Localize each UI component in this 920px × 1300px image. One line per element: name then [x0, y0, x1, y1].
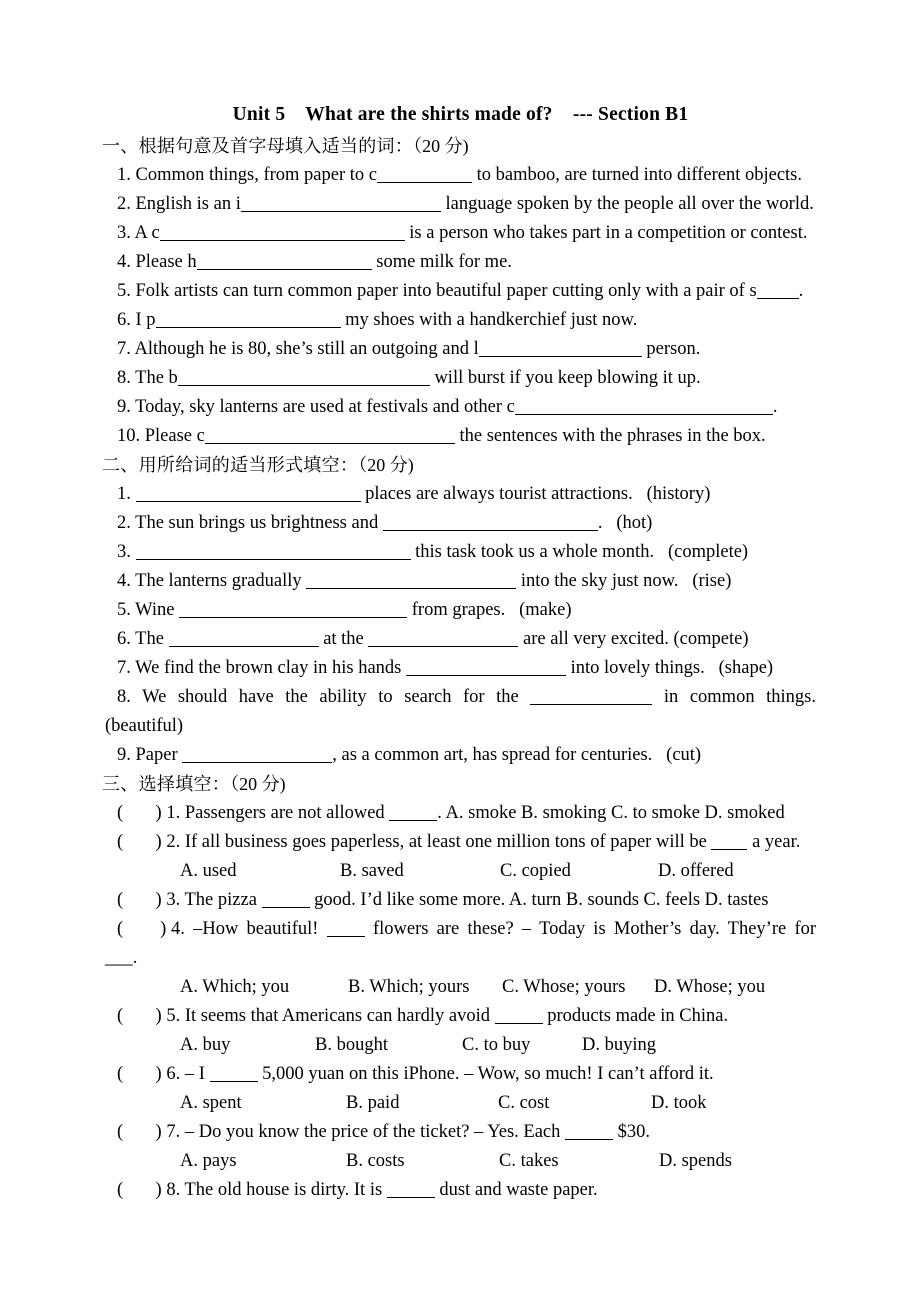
s1-q7	[105, 335, 816, 364]
s3-q7	[105, 1118, 816, 1147]
section-1-points: （20 分)	[413, 136, 469, 156]
s3-q5-answer-box[interactable]: ( )	[117, 1006, 167, 1026]
s3-q7-blank[interactable]	[565, 1122, 613, 1140]
s3-q2-option-c[interactable]: C. copied	[500, 861, 571, 881]
page-title: Unit 5 What are the shirts made of? --- Section B1	[232, 104, 689, 125]
s1-q4-blank[interactable]	[197, 252, 372, 270]
s3-q2-option-d[interactable]: D. offered	[658, 861, 734, 881]
s3-q4-option-a[interactable]: A. Which; you	[180, 977, 290, 997]
s2-q7	[105, 654, 816, 683]
s3-q7-stem-pre: – Do you know the price of the ticket? – Yes. Each	[184, 1122, 566, 1142]
s3-q3-blank[interactable]	[262, 890, 310, 908]
s1-q3-post: is a person who takes part in a competition or contest.	[404, 223, 808, 243]
s1-q6-num: 6.	[117, 310, 131, 330]
s3-q5-options	[105, 1031, 816, 1060]
s3-q5-option-b[interactable]: B. bought	[315, 1035, 388, 1055]
s3-q5	[105, 1002, 816, 1031]
s3-q4-stem-post: flowers are these? – Today is Mother’s day. They’re for	[364, 919, 817, 939]
s3-q5-option-c[interactable]: C. to buy	[462, 1035, 531, 1055]
s2-q6-pre: The	[135, 629, 169, 649]
s2-q4-post: into the sky just now.	[516, 571, 679, 591]
s2-q9-num: 9.	[117, 745, 131, 765]
section-2-points: （20 分)	[358, 455, 414, 475]
s3-q7-num: 7.	[166, 1122, 181, 1142]
s1-q7-pre: Although he is 80, she’s still an outgoing and l	[134, 339, 479, 359]
s3-q1-stem-post: . A. smoke B. smoking C. to smoke D. smoked	[437, 803, 785, 823]
s2-q7-post: into lovely things.	[566, 658, 705, 678]
s2-q2-num: 2.	[117, 513, 131, 533]
s2-q1	[105, 480, 816, 509]
s3-q4-stem-pre: –How beautiful!	[193, 919, 327, 939]
s1-q3-blank[interactable]	[160, 223, 405, 241]
s1-q3-num: 3.	[117, 223, 131, 243]
s3-q3-num: 3.	[166, 890, 181, 910]
s1-q5-num: 5.	[117, 281, 131, 301]
s2-q7-pre: We find the brown clay in his hands	[135, 658, 406, 678]
s1-q2-post: language spoken by the people all over the world.	[440, 194, 814, 214]
s3-q2-stem-post: a year.	[747, 832, 801, 852]
s2-q2-hint: (hot)	[616, 513, 653, 533]
s3-q6-blank[interactable]	[210, 1064, 258, 1082]
s1-q5-pre: Folk artists can turn common paper into beautiful paper cutting only with a pair of s	[135, 281, 757, 301]
s2-q2-blank[interactable]	[383, 513, 598, 531]
s3-q6-option-a[interactable]: A. spent	[180, 1093, 242, 1113]
s1-q6	[105, 306, 816, 335]
section-3-heading	[102, 770, 816, 799]
s3-q7-options	[105, 1147, 816, 1176]
s3-q2-option-a[interactable]: A. used	[180, 861, 237, 881]
s2-q5-blank[interactable]	[179, 600, 407, 618]
s1-q2-pre: English is an i	[135, 194, 241, 214]
s3-q2-option-b[interactable]: B. saved	[340, 861, 404, 881]
s2-q1-post: places are always tourist attractions.	[360, 484, 633, 504]
s3-q7-option-b[interactable]: B. costs	[346, 1151, 405, 1171]
s1-q8	[105, 364, 816, 393]
section-2-heading	[102, 451, 816, 480]
s3-q4	[105, 915, 816, 944]
s2-q8-post: in common things.	[652, 687, 816, 707]
s3-q8-stem-post: dust and waste paper.	[434, 1180, 598, 1200]
s2-q9-blank[interactable]	[182, 745, 332, 763]
s1-q2	[105, 190, 816, 219]
section-1-heading-text: 一、根据句意及首字母填入适当的词：	[102, 136, 414, 157]
s3-q5-stem-pre: It seems that Americans can hardly avoid	[184, 1006, 495, 1026]
s2-q2	[105, 509, 816, 538]
s2-q6-mid: at the	[318, 629, 369, 649]
s2-q6-num: 6.	[117, 629, 131, 649]
s2-q8-num: 8.	[117, 687, 131, 707]
s2-q8-pre: We should have the ability to search for the	[142, 687, 531, 707]
s1-q10-post: the sentences with the phrases in the box.	[454, 426, 766, 446]
s3-q1-answer-box[interactable]: ( )	[117, 803, 167, 823]
s2-q5-hint: (make)	[519, 600, 572, 620]
s1-q9	[105, 393, 816, 422]
section-3-points: （20 分)	[230, 774, 286, 794]
s2-q9-hint: (cut)	[666, 745, 702, 765]
s2-q7-blank[interactable]	[406, 658, 566, 676]
s3-q4-num: 4.	[170, 919, 185, 939]
s3-q7-option-c[interactable]: C. takes	[499, 1151, 559, 1171]
s1-q1-pre: Common things, from paper to c	[135, 165, 377, 185]
s3-q7-stem-post: $30.	[613, 1122, 651, 1142]
s1-q4-pre: Please h	[135, 252, 197, 272]
s3-q1-stem-pre: Passengers are not allowed	[184, 803, 390, 823]
s3-q6-num: 6.	[166, 1064, 181, 1084]
s1-q8-post: will burst if you keep blowing it up.	[429, 368, 701, 388]
s3-q4-wrap-line	[105, 944, 816, 973]
s2-q9	[105, 741, 816, 770]
s3-q2-num: 2.	[166, 832, 181, 852]
s2-q1-blank[interactable]	[136, 484, 361, 502]
s3-q8	[105, 1176, 816, 1205]
s3-q4-answer-box[interactable]: ( )	[117, 919, 171, 939]
s3-q6-stem-post: 5,000 yuan on this iPhone. – Wow, so much! I can’t afford it.	[257, 1064, 714, 1084]
s1-q8-pre: The b	[135, 368, 178, 388]
s3-q8-answer-box[interactable]: ( )	[117, 1180, 167, 1200]
s2-q6-post: are all very excited.	[518, 629, 669, 649]
s2-q8-hint-line	[105, 712, 816, 741]
s1-q7-blank[interactable]	[479, 339, 642, 357]
s1-q4	[105, 248, 816, 277]
s3-q8-blank[interactable]	[387, 1180, 435, 1198]
s1-q10-num: 10.	[117, 426, 141, 446]
s2-q7-num: 7.	[117, 658, 131, 678]
s2-q5-num: 5.	[117, 600, 131, 620]
s2-q6	[105, 625, 816, 654]
s3-q4-option-c[interactable]: C. Whose; yours	[502, 977, 626, 997]
s1-q8-num: 8.	[117, 368, 131, 388]
s3-q6-answer-box[interactable]: ( )	[117, 1064, 167, 1084]
s2-q6-hint: (compete)	[673, 629, 749, 649]
s1-q9-post: .	[772, 397, 778, 417]
s3-q6-options	[105, 1089, 816, 1118]
s3-q5-stem-post: products made in China.	[542, 1006, 729, 1026]
s2-q9-post: , as a common art, has spread for centuries.	[332, 745, 653, 765]
s3-q2-answer-box[interactable]: ( )	[117, 832, 167, 852]
s1-q4-post: some milk for me.	[371, 252, 512, 272]
s1-q6-blank[interactable]	[156, 310, 341, 328]
s3-q5-num: 5.	[166, 1006, 181, 1026]
s2-q4	[105, 567, 816, 596]
s3-q7-answer-box[interactable]: ( )	[117, 1122, 167, 1142]
s1-q10-blank[interactable]	[205, 426, 455, 444]
s3-q4-option-d[interactable]: D. Whose; you	[654, 977, 766, 997]
section-3-heading-text: 三、选择填空：	[102, 774, 231, 795]
s1-q9-blank[interactable]	[515, 397, 773, 415]
s2-q3	[105, 538, 816, 567]
s1-q5-post: .	[798, 281, 804, 301]
s1-q1-blank[interactable]	[377, 165, 472, 183]
section-2-heading-text: 二、用所给词的适当形式填空：	[102, 455, 359, 476]
s1-q7-num: 7.	[117, 339, 131, 359]
section-1-heading	[102, 132, 816, 161]
s2-q5	[105, 596, 816, 625]
s3-q3-answer-box[interactable]: ( )	[117, 890, 167, 910]
s3-q5-option-a[interactable]: A. buy	[180, 1035, 231, 1055]
s2-q4-hint: (rise)	[692, 571, 732, 591]
s3-q8-stem-pre: The old house is dirty. It is	[184, 1180, 387, 1200]
s1-q8-blank[interactable]	[178, 368, 430, 386]
s3-q8-num: 8.	[166, 1180, 181, 1200]
s2-q1-hint: (history)	[646, 484, 711, 504]
s1-q6-post: my shoes with a handkerchief just now.	[340, 310, 638, 330]
s3-q1	[105, 799, 816, 828]
s3-q7-option-d[interactable]: D. spends	[659, 1151, 732, 1171]
s2-q3-num: 3.	[117, 542, 131, 562]
s1-q3-pre: A c	[134, 223, 160, 243]
s2-q3-blank[interactable]	[136, 542, 411, 560]
s3-q1-blank[interactable]	[389, 803, 437, 821]
s2-q9-pre: Paper	[135, 745, 183, 765]
s1-q5-blank[interactable]	[757, 281, 799, 299]
s3-q6	[105, 1060, 816, 1089]
s3-q5-blank[interactable]	[495, 1006, 543, 1024]
s1-q2-num: 2.	[117, 194, 131, 214]
s1-q2-blank[interactable]	[241, 194, 441, 212]
s1-q9-num: 9.	[117, 397, 131, 417]
s2-q8-blank[interactable]	[530, 687, 652, 705]
s3-q2-blank[interactable]	[711, 832, 747, 850]
s1-q3	[105, 219, 816, 248]
s2-q5-post: from grapes.	[407, 600, 506, 620]
s3-q4-blank[interactable]	[327, 919, 365, 937]
s3-q3	[105, 886, 816, 915]
s3-q4-wrap: ___.	[105, 948, 138, 968]
s3-q4-option-b[interactable]: B. Which; yours	[348, 977, 470, 997]
s1-q5	[105, 277, 816, 306]
s3-q2-options	[105, 857, 816, 886]
s2-q8	[105, 683, 816, 712]
s3-q6-option-b[interactable]: B. paid	[346, 1093, 400, 1113]
s1-q1-post: to bamboo, are turned into different objects.	[472, 165, 802, 185]
s1-q6-pre: I p	[135, 310, 156, 330]
s3-q4-options	[105, 973, 816, 1002]
s3-q3-stem-pre: The pizza	[184, 890, 262, 910]
s3-q6-option-c[interactable]: C. cost	[498, 1093, 550, 1113]
s2-q2-post: .	[597, 513, 603, 533]
s2-q6-blank-1[interactable]	[169, 629, 319, 647]
s2-q5-pre: Wine	[135, 600, 180, 620]
s2-q7-hint: (shape)	[718, 658, 774, 678]
s1-q1-num: 1.	[117, 165, 131, 185]
s3-q7-option-a[interactable]: A. pays	[180, 1151, 237, 1171]
s3-q6-option-d[interactable]: D. took	[651, 1093, 707, 1113]
s2-q4-num: 4.	[117, 571, 131, 591]
s1-q10-pre: Please c	[144, 426, 205, 446]
s2-q1-num: 1.	[117, 484, 131, 504]
s2-q3-post: this task took us a whole month.	[410, 542, 655, 562]
s2-q4-pre: The lanterns gradually	[135, 571, 307, 591]
s1-q10	[105, 422, 816, 451]
s1-q7-post: person.	[641, 339, 701, 359]
s3-q1-num: 1.	[166, 803, 181, 823]
s3-q6-stem-pre: – I	[184, 1064, 210, 1084]
s2-q6-blank-2[interactable]	[368, 629, 518, 647]
s1-q4-num: 4.	[117, 252, 131, 272]
s2-q3-hint: (complete)	[667, 542, 749, 562]
s1-q9-pre: Today, sky lanterns are used at festivals and other c	[135, 397, 515, 417]
s1-q1	[105, 161, 816, 190]
s2-q4-blank[interactable]	[306, 571, 516, 589]
s3-q3-stem-post: good. I’d like some more. A. turn B. sounds C. feels D. tastes	[309, 890, 769, 910]
s2-q2-pre: The sun brings us brightness and	[135, 513, 383, 533]
s3-q2-stem-pre: If all business goes paperless, at least one million tons of paper will be	[184, 832, 712, 852]
s2-q8-hint: (beautiful)	[105, 716, 184, 736]
s3-q5-option-d[interactable]: D. buying	[582, 1035, 656, 1055]
s3-q2	[105, 828, 816, 857]
